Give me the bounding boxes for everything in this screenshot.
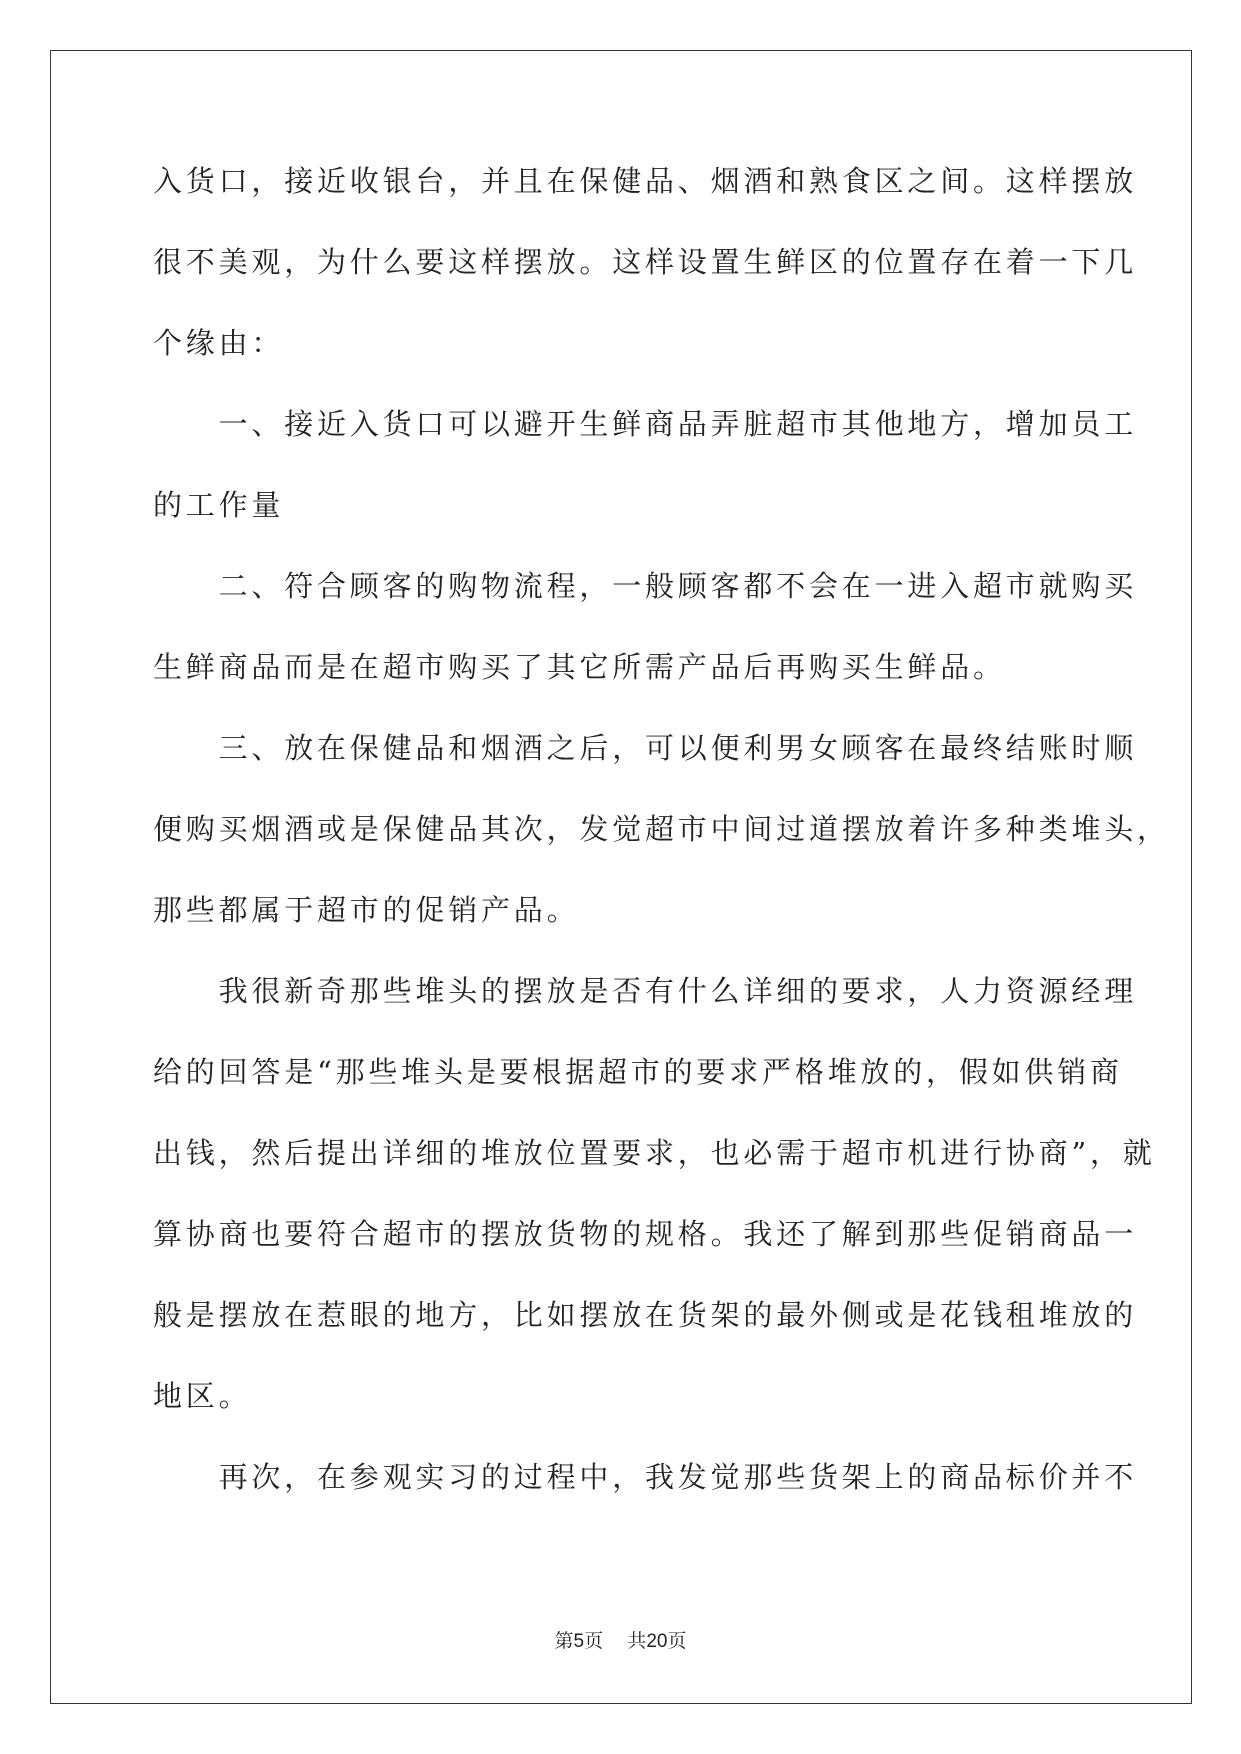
text-line: 个缘由：: [153, 326, 285, 360]
text-line: 很不美观，为什么要这样摆放。这样设置生鲜区的位置存在着一下几: [153, 245, 1138, 279]
text-line: 算协商也要符合超市的摆放货物的规格。我还了解到那些促销商品一: [153, 1217, 1138, 1251]
document-body: [153, 161, 1170, 1538]
text-line: 二、符合顾客的购物流程，一般顾客都不会在一进入超市就购买: [153, 569, 1138, 603]
text-line: 我很新奇那些堆头的摆放是否有什么详细的要求，人力资源经理: [153, 974, 1138, 1008]
page-word: 页: [584, 1630, 604, 1652]
text-line: 一、接近入货口可以避开生鲜商品弄脏超市其他地方，增加员工: [153, 407, 1138, 441]
total-pages-suffix: 页: [667, 1630, 687, 1652]
text-line: 入货口，接近收银台，并且在保健品、烟酒和熟食区之间。这样摆放: [153, 164, 1138, 198]
text-line: 般是摆放在惹眼的地方，比如摆放在货架的最外侧或是花钱租堆放的: [153, 1298, 1138, 1332]
current-page-number: 5: [573, 1631, 585, 1652]
text-line: 三、放在保健品和烟酒之后，可以便利男女顾客在最终结账时顺: [153, 731, 1138, 765]
text-line: 出钱，然后提出详细的堆放位置要求，也必需于超市机进行协商”，就: [153, 1136, 1156, 1170]
text-line: 便购买烟酒或是保健品其次，发觉超市中间过道摆放着许多种类堆头，: [153, 812, 1170, 846]
total-pages-number: 20: [646, 1631, 668, 1652]
text-line: 生鲜商品而是在超市购买了其它所需产品后再购买生鲜品。: [153, 650, 1006, 684]
text-line: 再次，在参观实习的过程中，我发觉那些货架上的商品标价并不: [153, 1460, 1138, 1494]
total-pages-prefix: 共: [627, 1630, 647, 1652]
text-line: 的工作量: [153, 488, 285, 522]
text-line: 地区。: [153, 1379, 252, 1413]
text-line: 那些都属于超市的促销产品。: [153, 893, 580, 927]
page-number-prefix: 第: [554, 1630, 574, 1652]
page-footer: [0, 1626, 1241, 1653]
text-line: 给的回答是“那些堆头是要根据超市的要求严格堆放的，假如供销商: [153, 1055, 1123, 1089]
